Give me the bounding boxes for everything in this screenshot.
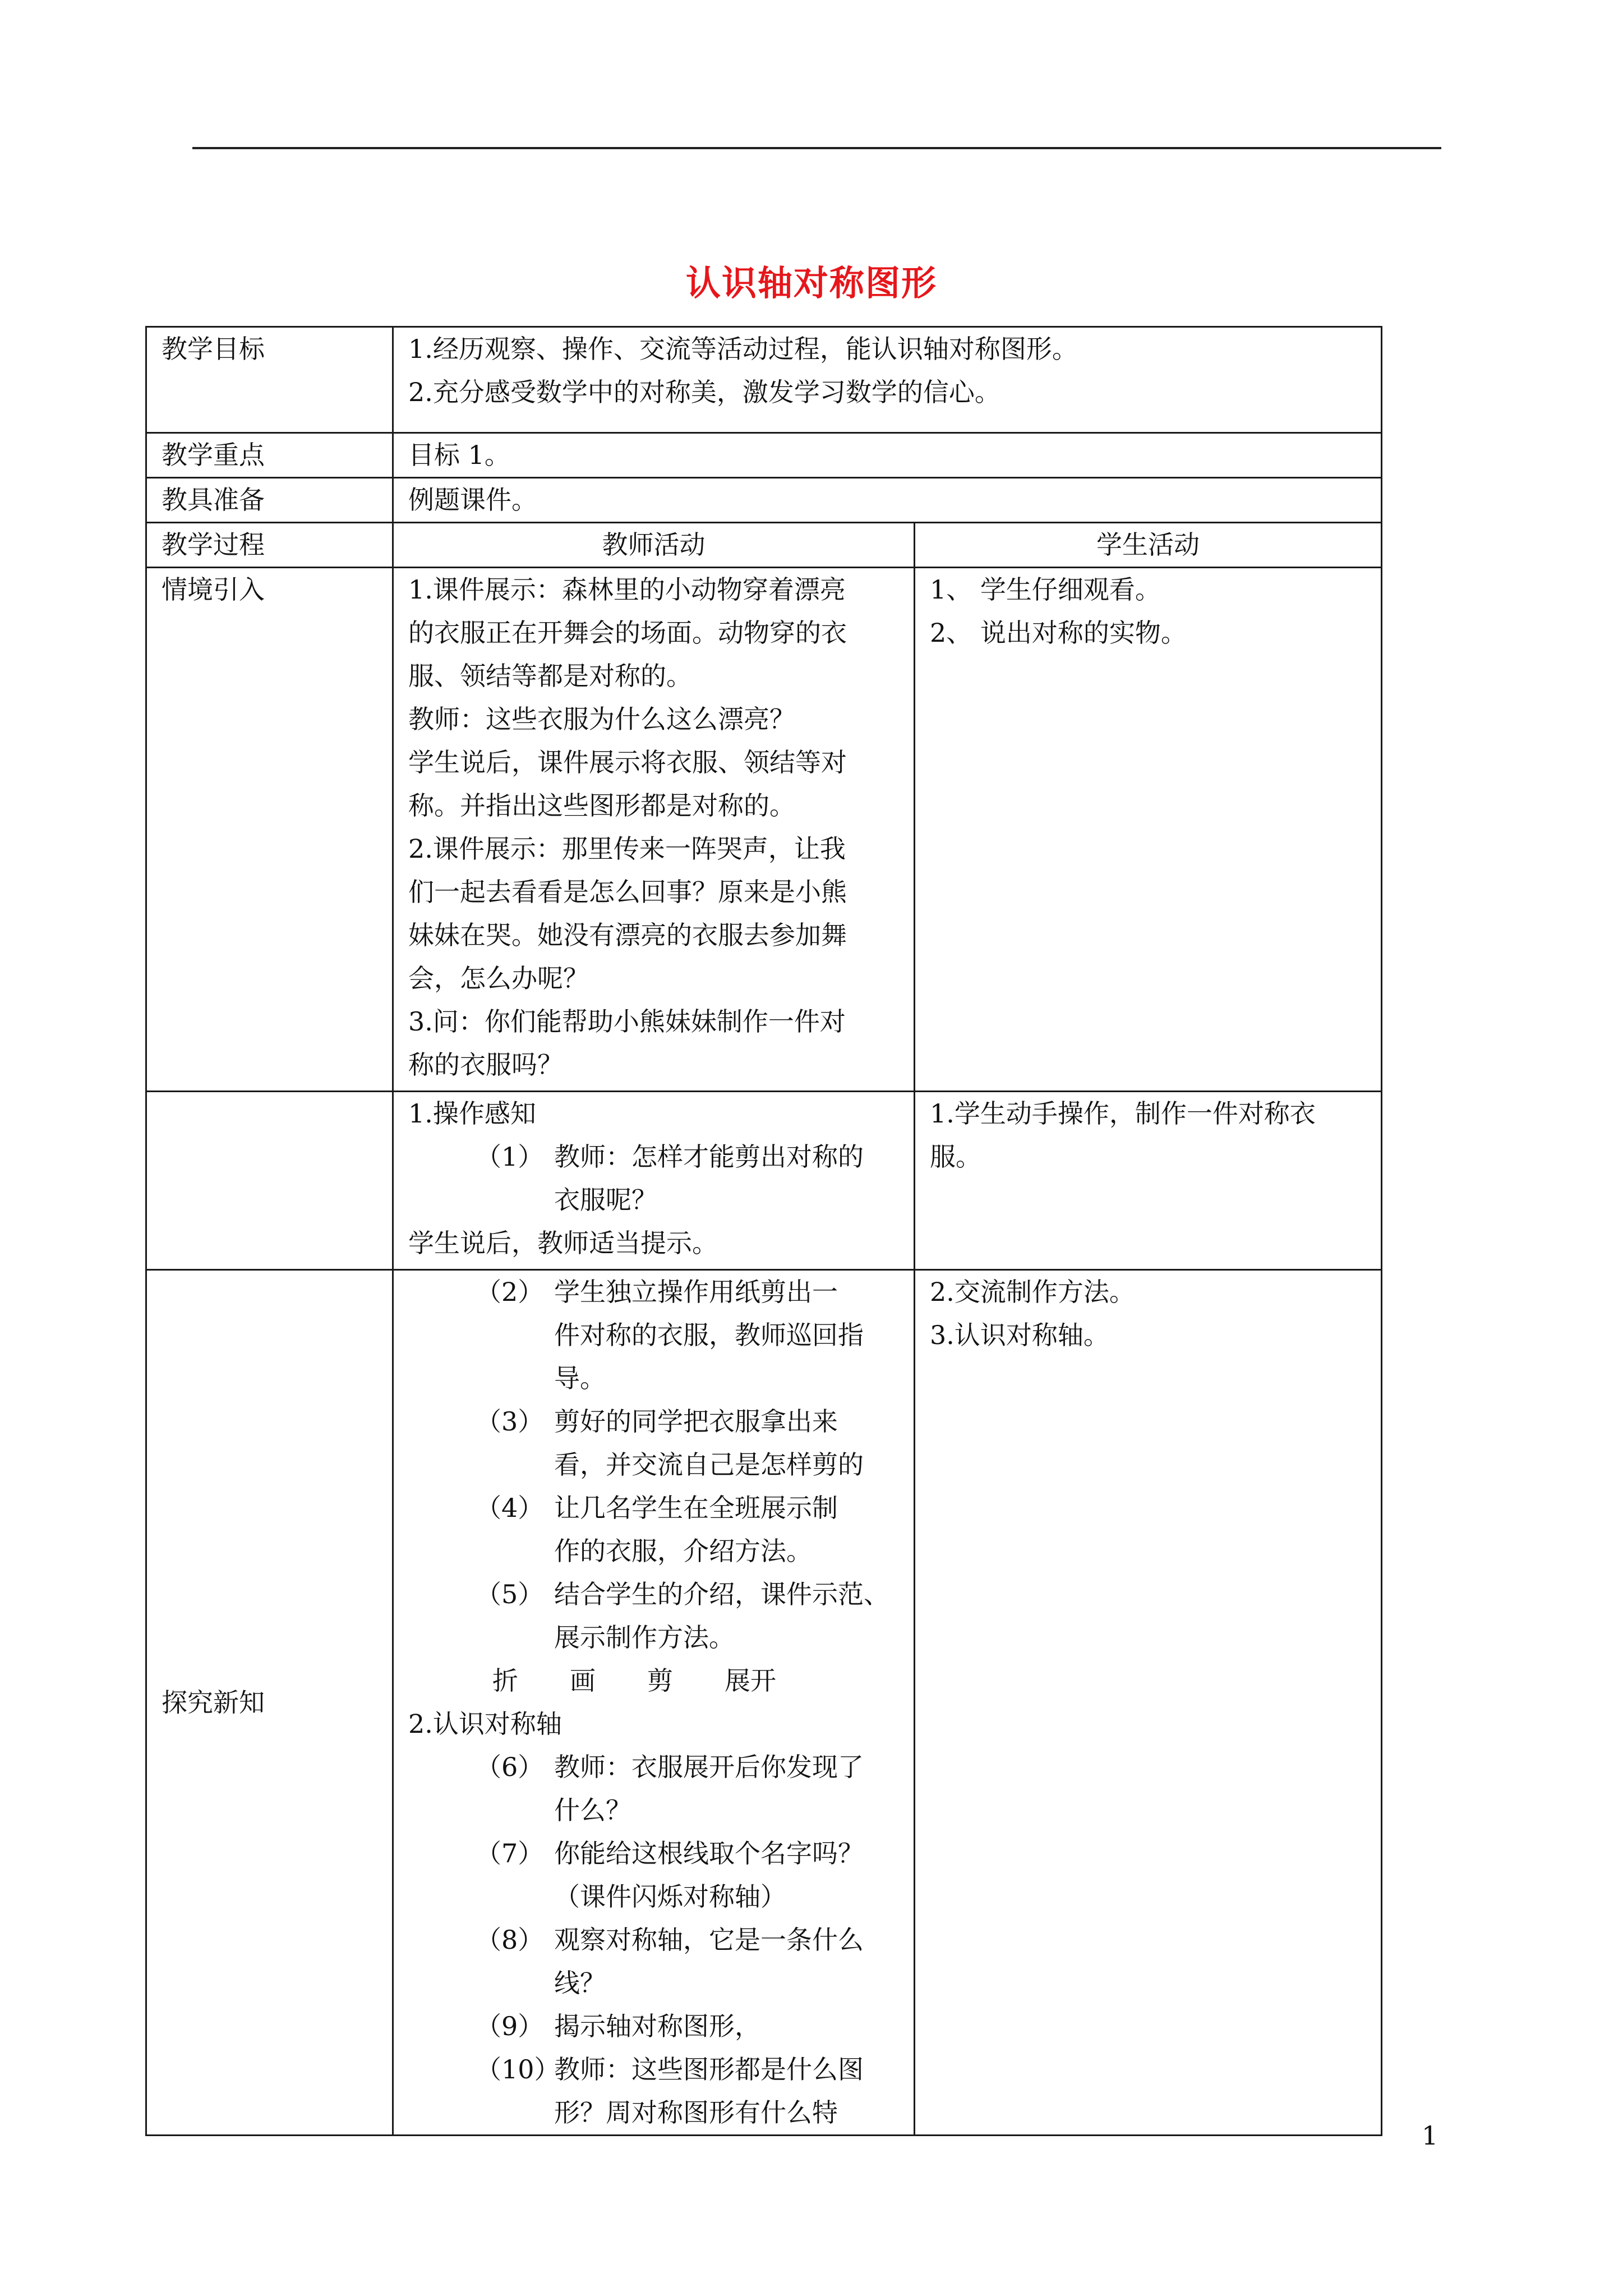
item-line: 你能给这根线取个名字吗？ [554,1838,864,1869]
explore-item [408,2048,899,2134]
goal-content [393,327,1382,433]
item-line: 展示制作方法。 [554,1622,735,1653]
operate-student-line: 服。 [930,1142,981,1172]
explore-item [408,1400,899,1487]
explore-item [408,1271,899,1400]
goal-line: 2.充分感受数学中的对称美，激发学习数学的信心。 [408,377,1000,407]
item-line: 剪好的同学把衣服拿出来 [554,1406,838,1437]
document-title: 认识轴对称图形 [685,263,937,303]
intro-teacher-line: 会，怎么办呢？ [408,963,589,993]
explore-teacher [393,1270,915,2136]
item-line: 看，并交流自己是怎样剪的 [554,1450,864,1480]
explore-item [408,1832,899,1918]
intro-teacher-line: 教师：这些衣服为什么这么漂亮？ [408,704,795,734]
header-student-activity: 学生活动 [915,523,1382,568]
item-line: 导。 [554,1363,606,1393]
header-teacher-activity: 教师活动 [393,523,915,568]
explore-student-line: 3.认识对称轴。 [930,1320,1109,1350]
item-line: 观察对称轴，它是一条什么 [554,1925,864,1955]
intro-student-line: 1、 学生仔细观看。 [930,574,1161,605]
item-line: 结合学生的介绍，课件示范、 [554,1579,889,1609]
item-line: 让几名学生在全班展示制 [554,1493,838,1523]
label-goal: 教学目标 [146,327,393,433]
item-number: （6） [476,1752,544,1782]
explore-item [408,1918,899,2005]
intro-teacher-line: 称的衣服吗？ [408,1050,563,1080]
item-line: 衣服呢？ [554,1185,657,1215]
item-number: （7） [476,1838,544,1869]
item-line: 教师：怎样才能剪出对称的 [554,1142,864,1172]
lesson-plan-table [145,326,1382,2136]
intro-teacher-line: 3.问：你们能帮助小熊妹妹制作一件对 [408,1006,846,1037]
item-line: 件对称的衣服，教师巡回指 [554,1320,864,1350]
intro-student [915,568,1382,1092]
item-number: （3） [476,1406,544,1437]
tools-content: 例题课件。 [393,478,1382,523]
label-explore: 探究新知 [146,1270,393,2136]
item-line: 教师：衣服展开后你发现了 [554,1752,864,1782]
item-number: （4） [476,1493,544,1523]
item-line: 学生独立操作用纸剪出一 [554,1277,838,1307]
label-focus: 教学重点 [146,433,393,478]
intro-teacher [393,568,915,1092]
explore-student [915,1270,1382,2136]
operate-student [915,1092,1382,1270]
intro-teacher-line: 妹妹在哭。她没有漂亮的衣服去参加舞 [408,920,847,950]
fold-steps: 折 画 剪 展开 [492,1665,776,1696]
explore-item [408,2005,899,2048]
row-operate [146,1092,1382,1270]
item-line: 教师：这些图形都是什么图 [554,2054,864,2085]
page-number: 1 [1422,2120,1438,2151]
intro-teacher-line: 1.课件展示：森林里的小动物穿着漂亮 [408,574,846,605]
row-goal [146,327,1382,433]
label-tools: 教具准备 [146,478,393,523]
item-number: （10） [476,2054,560,2085]
label-intro: 情境引入 [146,568,393,1092]
label-operate-empty [146,1092,393,1270]
item-line: 线？ [554,1968,606,1998]
operate-heading: 1.操作感知 [408,1098,536,1129]
item-line: 揭示轴对称图形， [554,2011,760,2041]
intro-teacher-line: 服、领结等都是对称的。 [408,661,692,691]
item-line: 什么？ [554,1795,631,1825]
explore-heading: 2.认识对称轴 [408,1709,562,1739]
item-number: （2） [476,1277,544,1307]
intro-teacher-line: 们一起去看看是怎么回事？原来是小熊 [408,877,847,907]
item-line: （课件闪烁对称轴） [554,1881,786,1912]
item-number: （9） [476,2011,544,2041]
intro-teacher-line: 称。并指出这些图形都是对称的。 [408,790,795,821]
operate-student-line: 1.学生动手操作，制作一件对称衣 [930,1098,1316,1129]
row-intro [146,568,1382,1092]
operate-after: 学生说后，教师适当提示。 [408,1228,718,1258]
item-line: 形？周对称图形有什么特 [554,2097,838,2128]
operate-item [408,1135,899,1222]
item-number: （8） [476,1925,544,1955]
explore-item [408,1746,899,1832]
header-rule [192,147,1441,149]
row-process-header [146,523,1382,568]
intro-teacher-line: 2.课件展示：那里传来一阵哭声，让我 [408,834,846,864]
operate-teacher [393,1092,915,1270]
focus-content: 目标 1。 [393,433,1382,478]
explore-student-line: 2.交流制作方法。 [930,1277,1135,1307]
explore-item [408,1487,899,1573]
label-process: 教学过程 [146,523,393,568]
row-explore [146,1270,1382,2136]
intro-student-line: 2、 说出对称的实物。 [930,618,1187,648]
row-tools [146,478,1382,523]
goal-line: 1.经历观察、操作、交流等活动过程，能认识轴对称图形。 [408,334,1078,364]
row-focus [146,433,1382,478]
intro-teacher-line: 的衣服正在开舞会的场面。动物穿的衣 [408,618,847,648]
item-number: （1） [476,1142,544,1172]
item-line: 作的衣服，介绍方法。 [554,1536,812,1566]
intro-teacher-line: 学生说后，课件展示将衣服、领结等对 [408,747,847,777]
item-number: （5） [476,1579,544,1609]
explore-item [408,1573,899,1659]
